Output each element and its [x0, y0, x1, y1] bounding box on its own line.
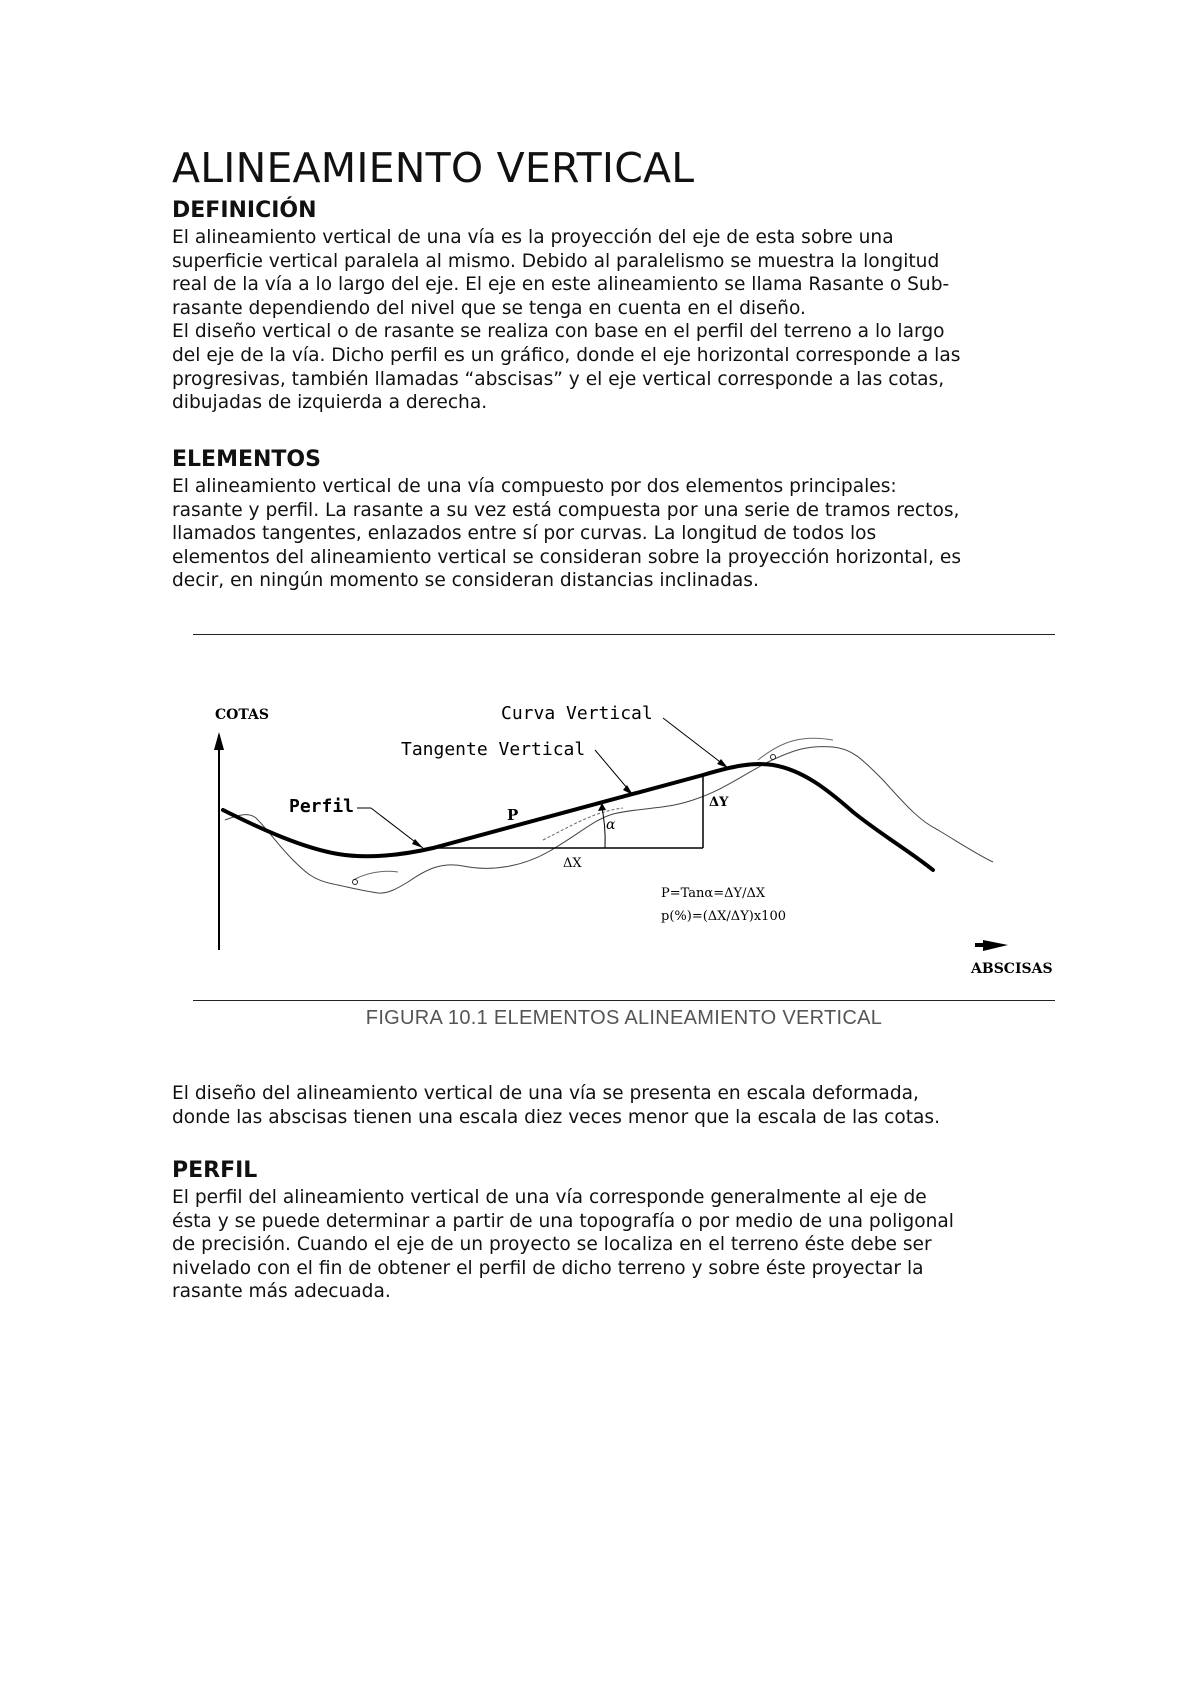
text-line: El diseño vertical o de rasante se realiza con base en el perfil del terreno a lo largo	[172, 321, 945, 343]
label-cotas: COTAS	[215, 707, 269, 723]
label-delta-x: ΔX	[563, 856, 582, 871]
text-line: rasante más adecuada.	[172, 1281, 391, 1303]
figure-top-rule	[193, 634, 1055, 635]
label-formula-1: P=Tanα=ΔY/ΔX	[661, 886, 766, 901]
text-line: ésta y se puede determinar a partir de una topografía o por medio de una poligonal	[172, 1210, 954, 1232]
label-formula-2: p(%)=(ΔX/ΔY)x100	[661, 909, 786, 924]
label-delta-y: ΔY	[709, 795, 729, 810]
text-line: progresivas, también llamadas “abscisas” y el eje vertical corresponde a las cotas,	[172, 368, 945, 390]
text-line: llamados tangentes, enlazados entre sí por curvas. La longitud de todos los	[172, 523, 877, 545]
text-line: nivelado con el fin de obtener el perfil de dicho terreno y sobre éste proyectar la	[172, 1257, 924, 1279]
text-line: El alineamiento vertical de una vía es la proyección del eje de esta sobre una	[172, 227, 894, 248]
terrain-point	[771, 755, 776, 760]
text-line: dibujadas de izquierda a derecha.	[172, 392, 488, 414]
text-line: donde las abscisas tienen una escala diez veces menor que la escala de las cotas.	[172, 1106, 940, 1128]
figure-drawing	[193, 640, 1055, 995]
text-line: El perfil del alineamiento vertical de una vía corresponde generalmente al eje de	[172, 1187, 927, 1208]
label-curva-vertical: Curva Vertical	[501, 703, 653, 724]
paragraph-definicion	[172, 226, 1052, 415]
x-axis-arrow-tail	[975, 943, 985, 947]
x-axis-arrow	[983, 940, 1008, 951]
text-line: decir, en ningún momento se consideran distancias inclinadas.	[172, 570, 759, 592]
terrain-profile-detail	[758, 738, 833, 760]
heading-perfil: PERFIL	[172, 1158, 258, 1183]
text-line: rasante dependiendo del nivel que se tenga en cuenta en el diseño.	[172, 297, 806, 319]
leader-curva-vertical	[663, 718, 728, 768]
figure-vertical-alignment	[193, 640, 1055, 995]
page-title: ALINEAMIENTO VERTICAL	[172, 144, 695, 192]
text-line: del eje de la vía. Dicho perfil es un gráfico, donde el eje horizontal corresponde a las	[172, 344, 961, 366]
text-line: elementos del alineamiento vertical se consideran sobre la proyección horizontal, es	[172, 546, 962, 568]
text-line: El diseño del alineamiento vertical de una vía se presenta en escala deformada,	[172, 1083, 919, 1104]
label-angulo: α	[606, 817, 616, 833]
figure-bottom-rule	[193, 1000, 1055, 1001]
paragraph-perfil	[172, 1186, 1052, 1304]
text-line: El alineamiento vertical de una vía compuesto por dos elementos principales:	[172, 476, 897, 497]
text-line: real de la vía a lo largo del eje. El eje en este alineamiento se llama Rasante o Sub-	[172, 274, 950, 296]
text-line: de precisión. Cuando el eje de un proyecto se localiza en el terreno éste debe ser	[172, 1234, 932, 1256]
label-tangente-vertical: Tangente Vertical	[401, 739, 586, 760]
paragraph-elementos	[172, 475, 1052, 593]
label-pendiente: P	[507, 806, 519, 824]
rasante-line	[223, 764, 933, 870]
y-axis-arrow	[214, 732, 224, 750]
terrain-profile-detail	[353, 871, 398, 880]
figure-caption: FIGURA 10.1 ELEMENTOS ALINEAMIENTO VERTICAL	[365, 1007, 883, 1029]
heading-elementos: ELEMENTOS	[172, 447, 321, 472]
heading-definicion: DEFINICIÓN	[172, 198, 317, 223]
paragraph-escala	[172, 1082, 1052, 1129]
text-line: rasante y perfil. La rasante a su vez está compuesta por una serie de tramos rectos,	[172, 499, 960, 521]
terrain-point	[353, 880, 358, 885]
label-abscisas: ABSCISAS	[971, 961, 1053, 977]
text-line: superficie vertical paralela al mismo. Debido al paralelismo se muestra la longitud	[172, 250, 940, 272]
label-perfil: Perfil	[289, 796, 355, 817]
